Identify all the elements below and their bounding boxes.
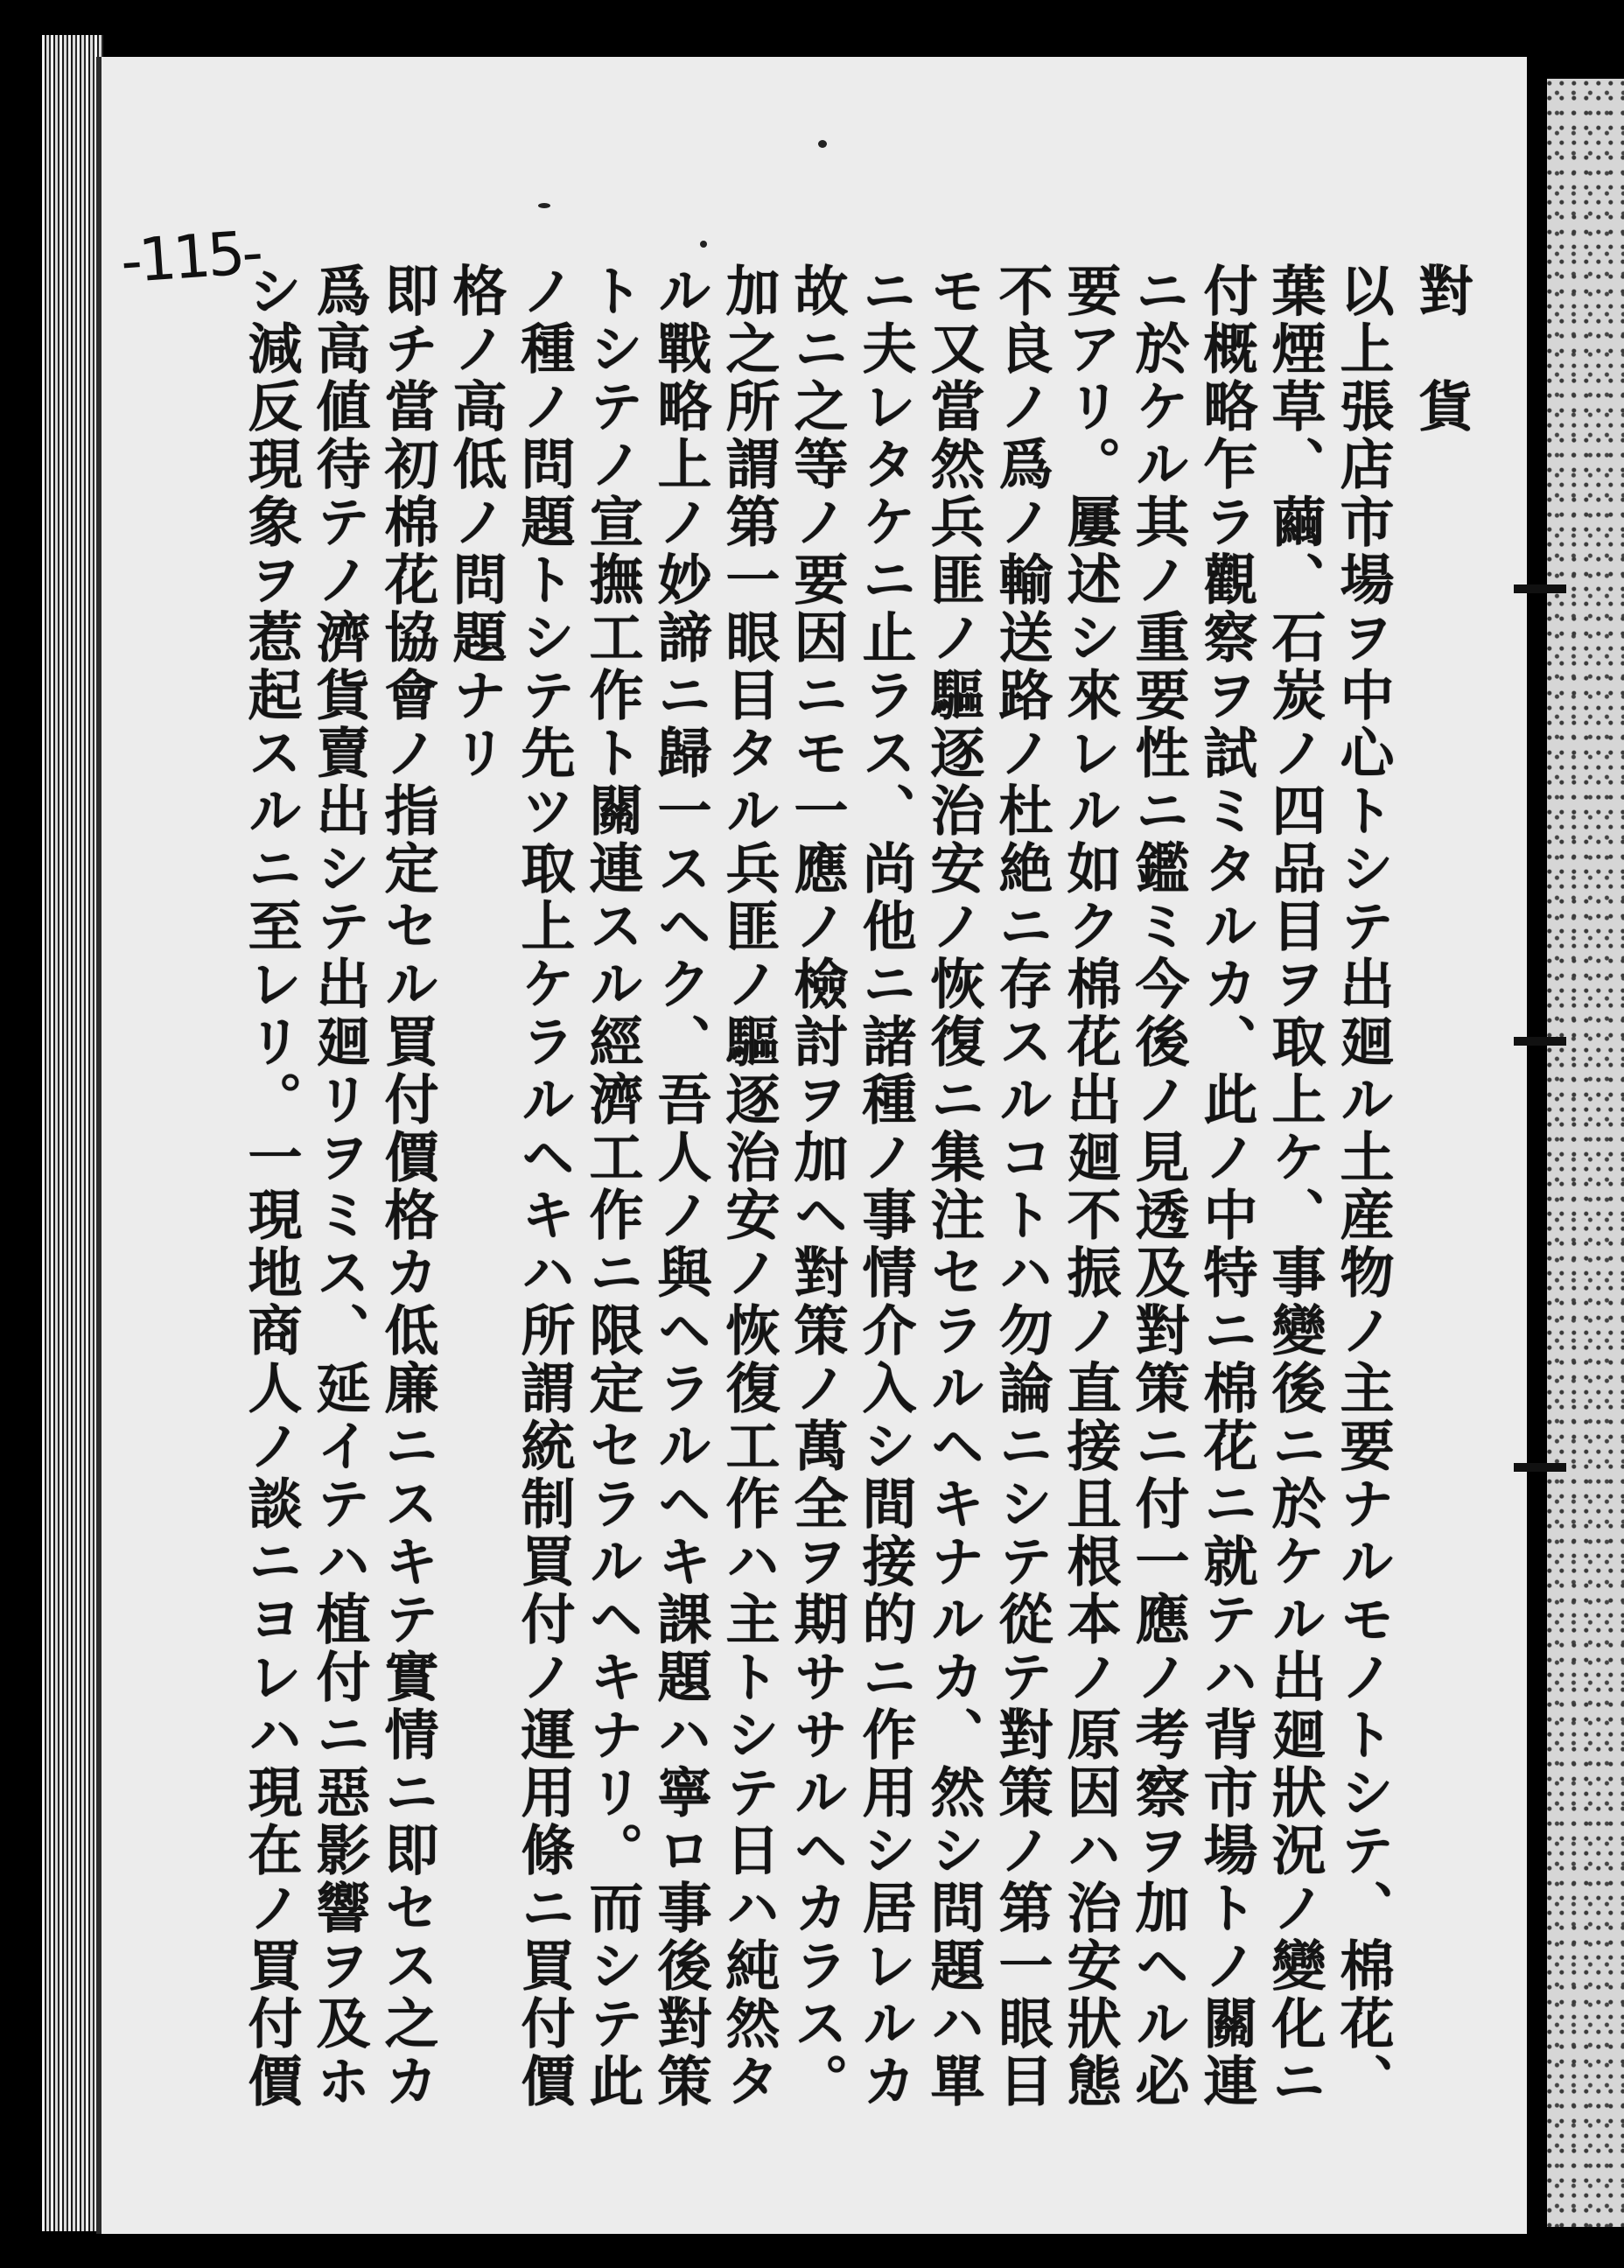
text-column: 付概略乍ラ觀察ヲ試ミタルカ、此ノ中特ニ棉花ニ就テハ背市場トノ關連: [1194, 262, 1258, 2110]
book-page-edges: [42, 35, 103, 2231]
text-column: 葉煙草、繭、石炭ノ四品目ヲ取上ケ、事變後ニ於ケル出廻狀況ノ變化ニ: [1263, 262, 1326, 2110]
text-column: モ又當然兵匪ノ驅逐治安ノ恢復ニ集注セラルヘキナルカ、然シ問題ハ單: [921, 262, 985, 2110]
page-edge-mark: [1514, 1463, 1566, 1472]
adjacent-page-edge: [1547, 79, 1624, 2227]
section-heading: 對 貨: [1410, 262, 1474, 436]
text-column: 不良ノ爲ノ輸送路ノ杜絶ニ存スルコトハ勿論ニシテ從テ對策ノ第一眼目: [990, 262, 1054, 2110]
vertical-text-body: [236, 262, 1475, 2110]
text-column: 爲高値待テノ濟貨賣出シテ出廻リヲミス、延イテハ植付ニ惡影響ヲ及ホ: [307, 262, 371, 2110]
text-column: シ減反現象ヲ惹起スルニ至レリ。一現地商人ノ談ニヨレハ現在ノ買付價: [239, 262, 303, 2110]
text-column: ル戰略上ノ妙諦ニ歸一スヘク、吾人ノ與ヘラルヘキ課題ハ寧ロ事後對策: [648, 262, 712, 2110]
text-column: ノ種ノ問題トシテ先ツ取上ケラルヘキハ所謂統制買付ノ運用條ニ買付價: [512, 262, 576, 2110]
text-column: 加之所謂第一眼目タル兵匪ノ驅逐治安ノ恢復工作ハ主トシテ日ハ純然タ: [717, 262, 780, 2110]
page-edge-mark: [1514, 584, 1566, 593]
text-column: ニ夫レタケニ止ラス、尚他ニ諸種ノ事情介入シ間接的ニ作用シ居レルカ: [853, 262, 917, 2110]
ink-speck: [700, 241, 707, 248]
text-column: 要アリ。屢述シ來レル如ク棉花出廻不振ノ直接且根本ノ原因ハ治安狀態: [1058, 262, 1122, 2110]
text-column: 故ニ之等ノ要因ニモ一應ノ檢討ヲ加ヘ對策ノ萬全ヲ期ササルヘカラス。: [785, 262, 849, 2110]
text-column: 格ノ高低ノ問題ナリ: [444, 262, 508, 782]
text-column: 即チ當初棉花協會ノ指定セル買付價格カ低廉ニスキテ實情ニ即セス之カ: [375, 262, 439, 2110]
ink-speck: [818, 140, 827, 148]
page-edge-mark: [1514, 1037, 1566, 1046]
page-number: -115-: [118, 218, 262, 298]
text-column: 以上張店市場ヲ中心トシテ出廻ル土産物ノ主要ナルモノトシテ、棉花、: [1331, 262, 1395, 2110]
text-column: トシテノ宣撫工作ト關連スル經濟工作ニ限定セラルヘキナリ。而シテ此: [580, 262, 644, 2110]
ink-speck: [538, 203, 550, 208]
text-column: ニ於ケル其ノ重要性ニ鑑ミ今後ノ見透及對策ニ付一應ノ考察ヲ加ヘル必: [1126, 262, 1190, 2110]
